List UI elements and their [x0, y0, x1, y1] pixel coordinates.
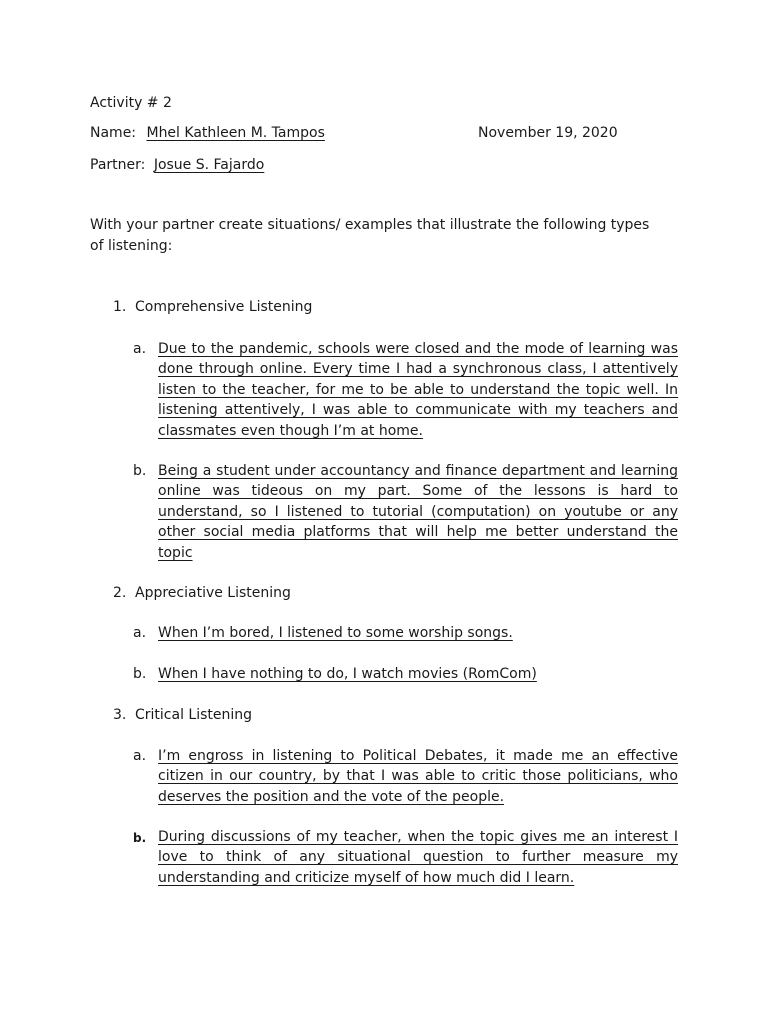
section-number: 2.: [113, 585, 127, 601]
item-text: When I have nothing to do, I watch movies (RomCom): [158, 666, 537, 682]
partner-value: Josue S. Fajardo: [153, 157, 265, 173]
partner-row: [90, 155, 264, 175]
section-title: Comprehensive Listening: [135, 299, 313, 315]
item-text: When I’m bored, I listened to some worship songs.: [158, 625, 513, 641]
section-title: Critical Listening: [135, 707, 253, 723]
list-item: [133, 339, 678, 441]
instructions: With your partner create situations/ examples that illustrate the following types of listening:: [90, 217, 650, 254]
section-number: 1.: [113, 299, 127, 315]
name-row: [90, 123, 325, 143]
item-letter: b.: [133, 831, 147, 845]
item-letter: a.: [133, 341, 147, 357]
item-letter: b.: [133, 463, 147, 479]
name-value: Mhel Kathleen M. Tampos: [146, 125, 325, 141]
section-number: 3.: [113, 707, 127, 723]
list-item: [133, 827, 678, 888]
item-text: During discussions of my teacher, when the topic gives me an interest I love to think of any situational question to further measure my understanding and criticize myself of how much did I learn.: [158, 829, 678, 886]
list-item: [133, 461, 678, 563]
section-heading: [113, 705, 673, 725]
list-item: [133, 664, 678, 684]
section-title: Appreciative Listening: [135, 585, 291, 601]
item-text: Due to the pandemic, schools were closed and the mode of learning was done through online. Every time I had a synchronous class, I attentively listen to the teacher, for me to be able to understand the topic well. In listening attentively, I was able to communicate with my teachers and classmates even though I’m at home.: [158, 341, 678, 439]
item-text: Being a student under accountancy and finance department and learning online was tideous on my part. Some of the lessons is hard to understand, so I listened to tutorial (computation) on youtube or any other social media platforms that will help me better understand the topic: [158, 463, 678, 561]
item-letter: b.: [133, 666, 147, 682]
activity-title: Activity # 2: [90, 95, 172, 111]
section-heading: [113, 583, 673, 603]
section-heading: [113, 297, 673, 317]
name-label: Name:: [90, 125, 137, 141]
date: November 19, 2020: [478, 125, 618, 141]
item-text: I’m engross in listening to Political Debates, it made me an effective citizen in our country, by that I was able to critic those politicians, who deserves the position and the vote of the people.: [158, 748, 678, 805]
item-letter: a.: [133, 625, 147, 641]
list-item: [133, 623, 678, 643]
partner-label: Partner:: [90, 157, 146, 173]
list-item: [133, 746, 678, 807]
item-letter: a.: [133, 748, 147, 764]
